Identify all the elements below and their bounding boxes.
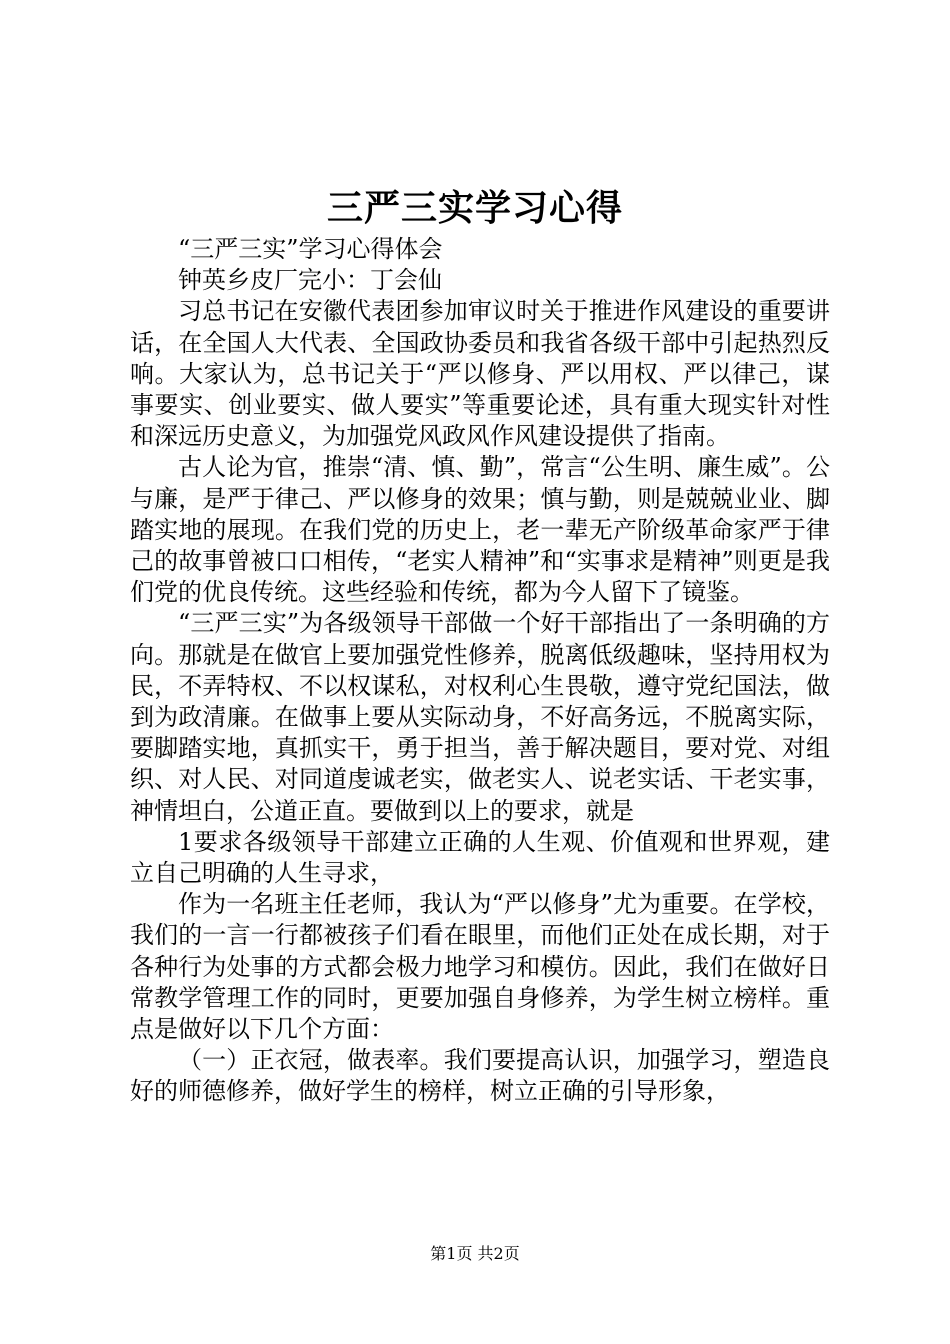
- author-line: 钟英乡皮厂完小：丁会仙: [178, 266, 442, 295]
- body-paragraph: 习总书记在安徽代表团参加审议时关于推进作风建设的重要讲话，在全国人大代表、全国政协委员和我省各级干部中引起热烈反响。大家认为，总书记关于“严以修身、严以用权、严以律己，谋事要实、创业要实、做人要实”等重要论述，具有重大现实针对性和深远历史意义，为加强党风政风作风建设提供了指南。: [130, 297, 830, 451]
- body-paragraph: 1要求各级领导干部建立正确的人生观、价值观和世界观，建立自己明确的人生寻求，: [130, 827, 830, 888]
- body-paragraph: 古人论为官，推崇“清、慎、勤”，常言“公生明、廉生威”。公与廉，是严于律己、严以修身的效果；慎与勤，则是兢兢业业、脚踏实地的展现。在我们党的历史上，老一辈无产阶级革命家严于律己的故事曾被口口相传，“老实人精神”和“实事求是精神”则更是我们党的优良传统。这些经验和传统，都为今人留下了镜鉴。: [130, 453, 830, 607]
- document-body: [130, 234, 830, 1108]
- body-paragraph: 作为一名班主任老师，我认为“严以修身”尤为重要。在学校，我们的一言一行都被孩子们看在眼里，而他们正处在成长期，对于各种行为处事的方式都会极力地学习和模仿。因此，我们在做好日常教学管理工作的同时，更要加强自身修养，为学生树立榜样。重点是做好以下几个方面：: [130, 890, 830, 1044]
- body-paragraph: “三严三实”为各级领导干部做一个好干部指出了一条明确的方向。那就是在做官上要加强党性修养，脱离低级趣味，坚持用权为民，不弄特权、不以权谋私，对权利心生畏敬，遵守党纪国法，做到为政清廉。在做事上要从实际动身，不好高务远，不脱离实际，要脚踏实地，真抓实干，勇于担当，善于解决题目，要对党、对组织、对人民、对同道虔诚老实，做老实人、说老实话、干老实事，神情坦白，公道正直。要做到以上的要求，就是: [130, 609, 830, 825]
- subtitle: “三严三实”学习心得体会: [178, 235, 443, 263]
- document-title: 三严三实学习心得: [326, 187, 623, 229]
- body-paragraph: （一）正衣冠，做表率。我们要提高认识，加强学习，塑造良好的师德修养，做好学生的榜样，树立正确的引导形象，: [130, 1046, 830, 1106]
- page-footer: 第1页 共2页: [430, 1244, 520, 1263]
